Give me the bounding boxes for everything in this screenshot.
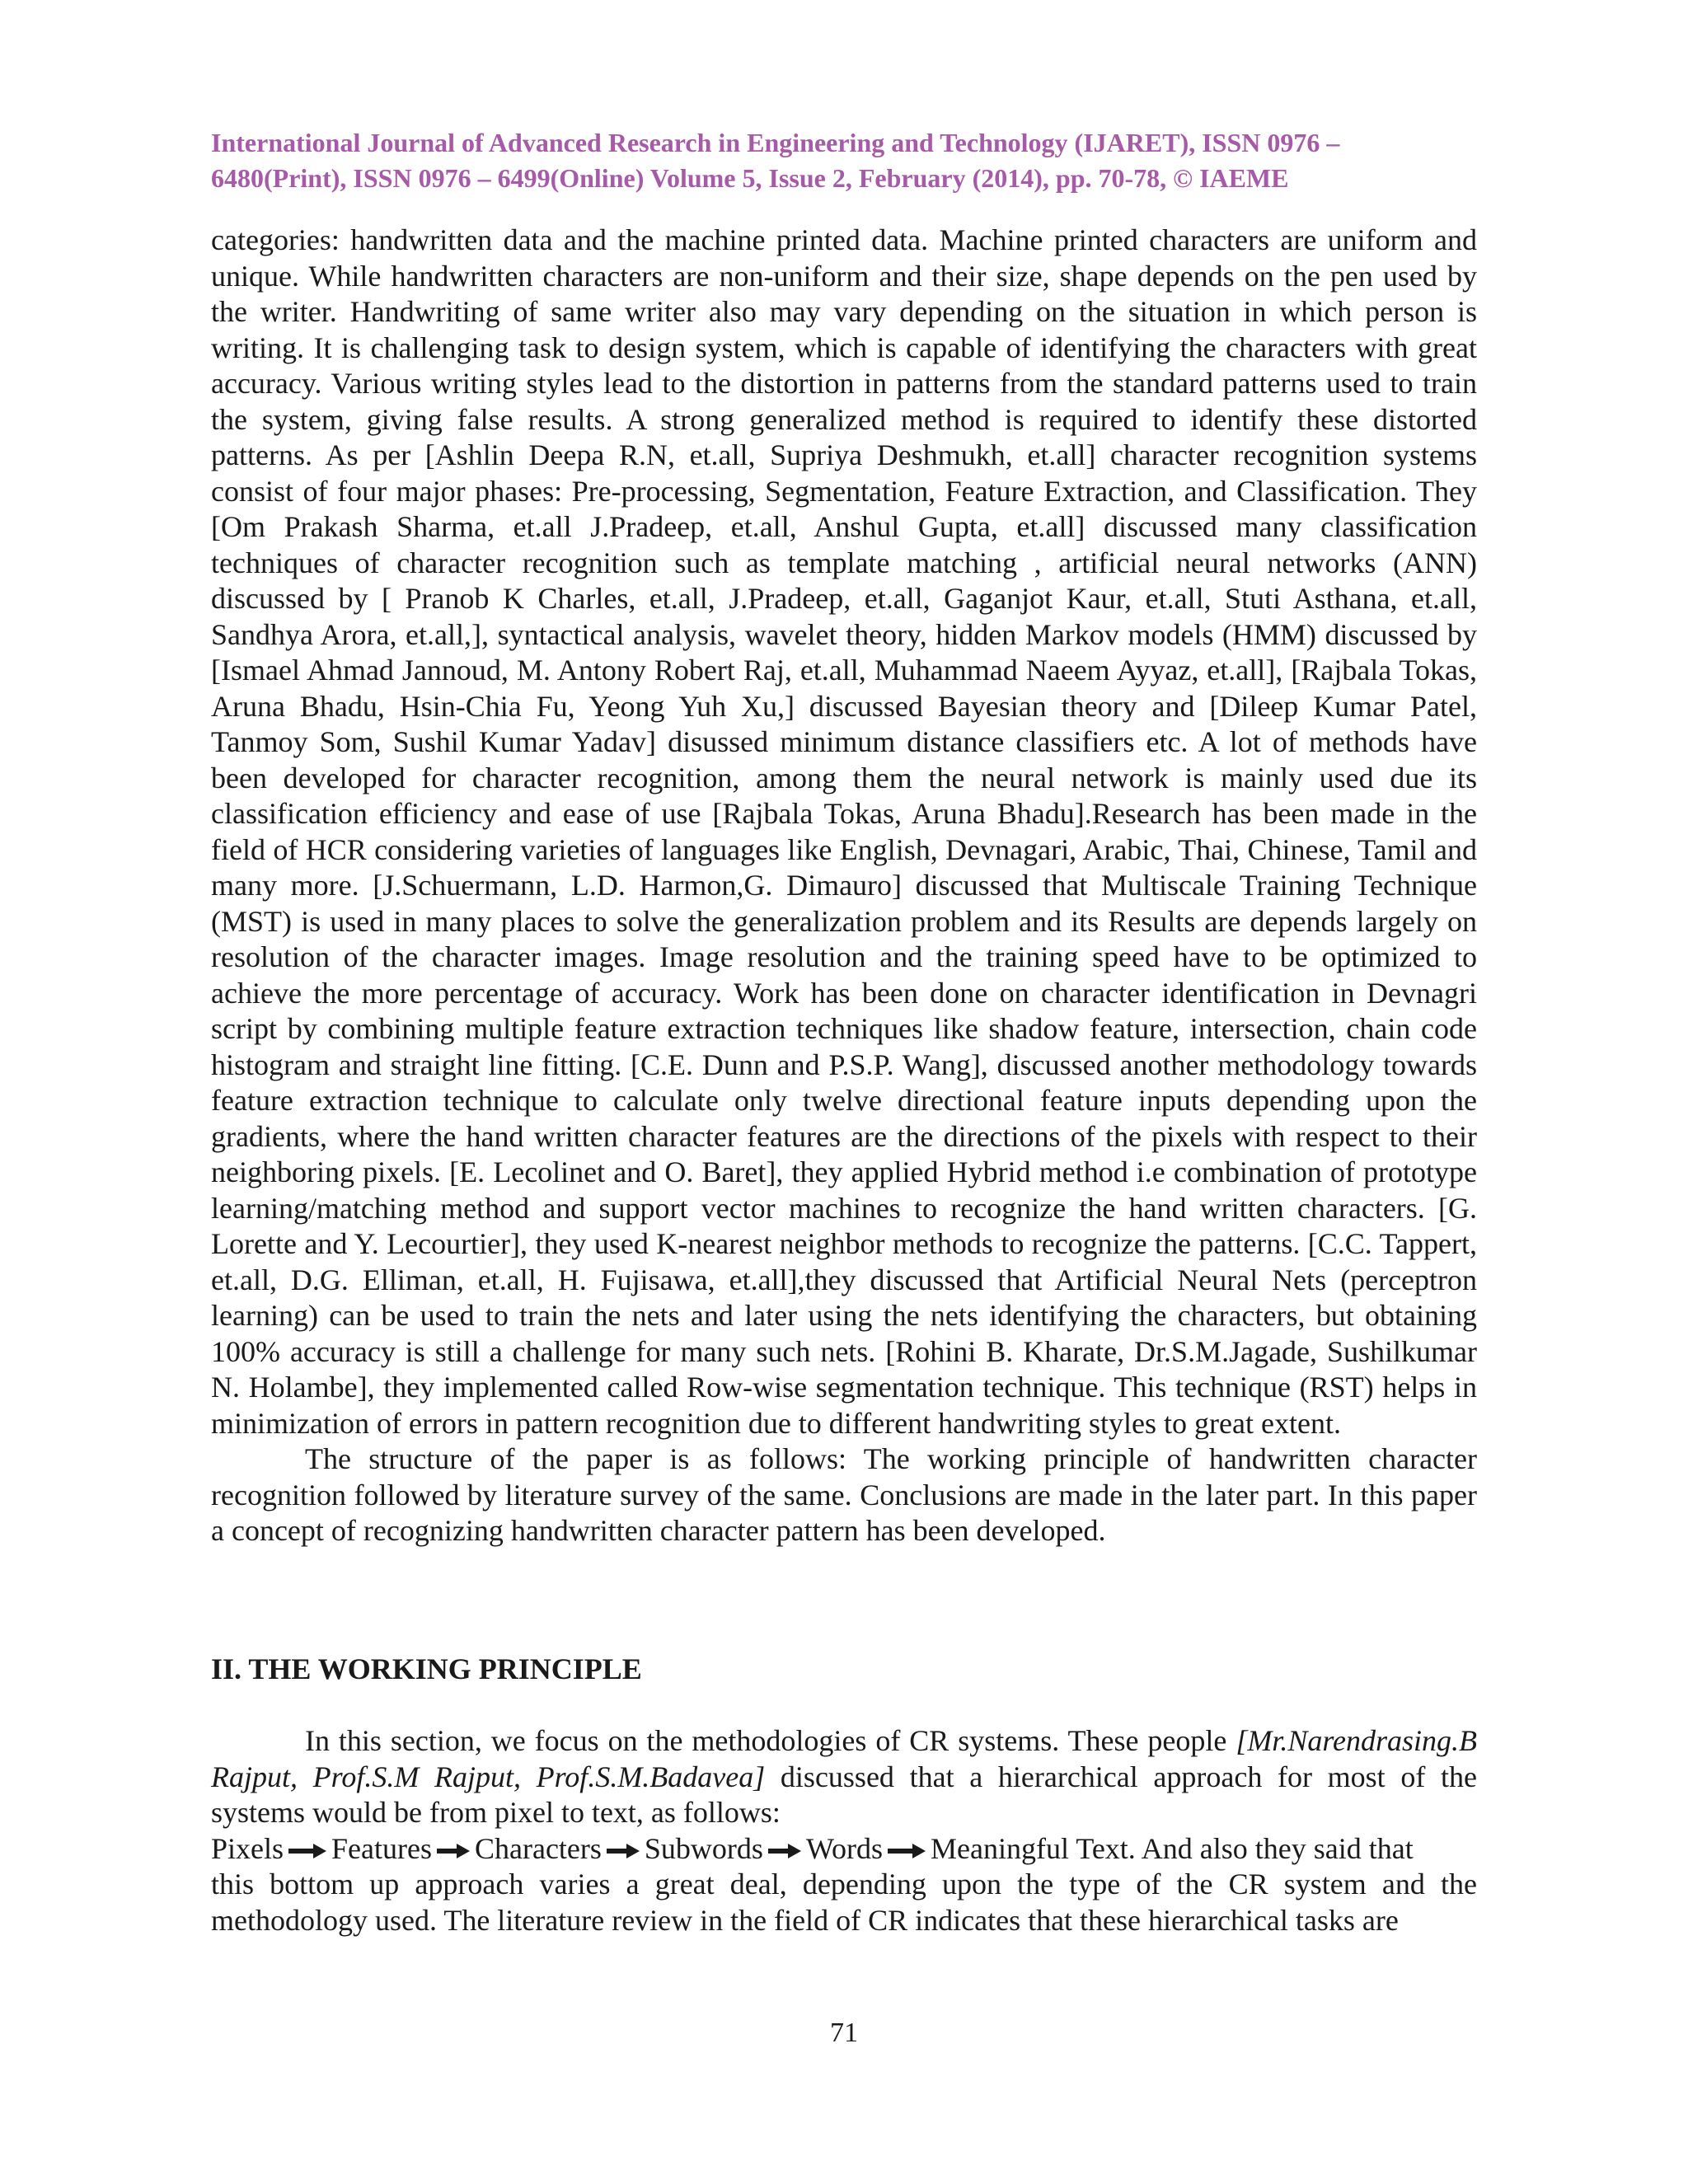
- section-intro: In this section, we focus on the methodologies of CR systems. These people: [305, 1724, 1227, 1757]
- cited-authors: [Mr.Narendrasing.B Rajput, Prof.S.M Rajput, Prof.S.M.Badavea]: [211, 1724, 1478, 1793]
- flow-step-words: Words: [805, 1831, 884, 1865]
- journal-header-line-1: International Journal of Advanced Research in Engineering and Technology (IJARET), ISSN 0976 –: [211, 128, 1340, 157]
- journal-header: [211, 125, 1477, 196]
- body-text: [211, 223, 1477, 1549]
- page-number: 71: [830, 2018, 858, 2048]
- paragraph-paper-structure: The structure of the paper is as follows: The working principle of handwritten character recognition followed by literature survey of the same. Conclusions are made in the later part. In this paper a concept of recognizing handwritten character pattern has been developed.: [211, 1442, 1477, 1547]
- paragraph-working-principle: [211, 1723, 1477, 1831]
- right-arrow-icon: [288, 1843, 326, 1859]
- section-text: [211, 1723, 1477, 1938]
- hierarchy-flow: [211, 1831, 1477, 1868]
- right-arrow-icon: [768, 1843, 801, 1859]
- right-arrow-icon: [607, 1843, 640, 1859]
- paragraph-literature-review: categories: handwritten data and the machine printed data. Machine printed characters are uniform and unique. While handwritten characters are non-uniform and their size, shape depends on the pen used by the writer. Handwriting of same writer also may vary depending on the situation in which person is writing. It is challenging task to design system, which is capable of identifying the characters with great accuracy. Various writing styles lead to the distortion in patterns from the standard patterns used to train the system, giving false results. A strong generalized method is required to identify these distorted patterns. As per [Ashlin Deepa R.N, et.all, Supriya Deshmukh, et.all] character recognition systems consist of four major phases: Pre-processing, Segmentation, Feature Extraction, and Classification. They [Om Prakash Sharma, et.all J.Pradeep, et.all, Anshul Gupta, et.all] discussed many classification techniques of character recognition such as template matching , artificial neural networks (ANN) discussed by [ Pranob K Charles, et.all, J.Pradeep, et.all, Gaganjot Kaur, et.all, Stuti Asthana, et.all, Sandhya Arora, et.all,], syntactical analysis, wavelet theory, hidden Markov models (HMM) discussed by [Ismael Ahmad Jannoud, M. Antony Robert Raj, et.all, Muhammad Naeem Ayyaz, et.all], [Rajbala Tokas, Aruna Bhadu, Hsin-Chia Fu, Yeong Yuh Xu,] discussed Bayesian theory and [Dileep Kumar Patel, Tanmoy Som, Sushil Kumar Yadav] disussed minimum distance classifiers etc. A lot of methods have been developed for character recognition, among them the neural network is mainly used due its classification efficiency and ease of use [Rajbala Tokas, Aruna Bhadu].Research has been made in the field of HCR considering varieties of languages like English, Devnagari, Arabic, Thai, Chinese, Tamil and many more. [J.Schuermann, L.D. Harmon,G. Dimauro] discussed that Multiscale Training Technique (MST) is used in many places to solve the generalization problem and its Results are depends largely on resolution of the character images. Image resolution and the training speed have to be optimized to achieve the more percentage of accuracy. Work has been done on character identification in Devnagri script by combining multiple feature extraction techniques like shadow feature, intersection, chain code histogram and straight line fitting. [C.E. Dunn and P.S.P. Wang], discussed another methodology towards feature extraction technique to calculate only twelve directional feature inputs depending upon the gradients, where the hand written character features are the directions of the pixels with respect to their neighboring pixels. [E. Lecolinet and O. Baret], they applied Hybrid method i.e combination of prototype learning/matching method and support vector machines to recognize the hand written characters. [G. Lorette and Y. Lecourtier], they used K-nearest neighbor methods to recognize the patterns. [C.C. Tappert, et.all, D.G. Elliman, et.all, H. Fujisawa, et.all],they discussed that Artificial Neural Nets (perceptron learning) can be used to train the nets and later using the nets identifying the characters, but obtaining 100% accuracy is still a challenge for many such nets. [Rohini B. Kharate, Dr.S.M.Jagade, Sushilkumar N. Holambe], they implemented called Row-wise segmentation technique. This technique (RST) helps in minimization of errors in pattern recognition due to different handwriting styles to great extent.: [211, 223, 1477, 1440]
- right-arrow-icon: [888, 1843, 926, 1859]
- flow-step-characters: Characters: [474, 1831, 602, 1865]
- flow-step-pixels: Pixels: [211, 1831, 284, 1865]
- paragraph-closing: this bottom up approach varies a great deal, depending upon the type of the CR system and the methodology used. The literature review in the field of CR indicates that these hierarchical tasks are: [211, 1868, 1477, 1937]
- section-heading: II. THE WORKING PRINCIPLE: [211, 1652, 642, 1685]
- right-arrow-icon: [437, 1843, 470, 1859]
- flow-step-features: Features: [331, 1831, 432, 1865]
- section-after-authors: discussed that a hierarchical approach for most of the systems would be from pixel to text, as follows:: [211, 1760, 1477, 1829]
- journal-header-line-2: 6480(Print), ISSN 0976 – 6499(Online) Volume 5, Issue 2, February (2014), pp. 70-78, © IAEME: [211, 163, 1289, 193]
- flow-step-subwords: Subwords: [644, 1831, 763, 1865]
- flow-after-text: And also they said that: [1135, 1831, 1414, 1865]
- flow-step-meaningful-text: Meaningful Text.: [931, 1831, 1136, 1865]
